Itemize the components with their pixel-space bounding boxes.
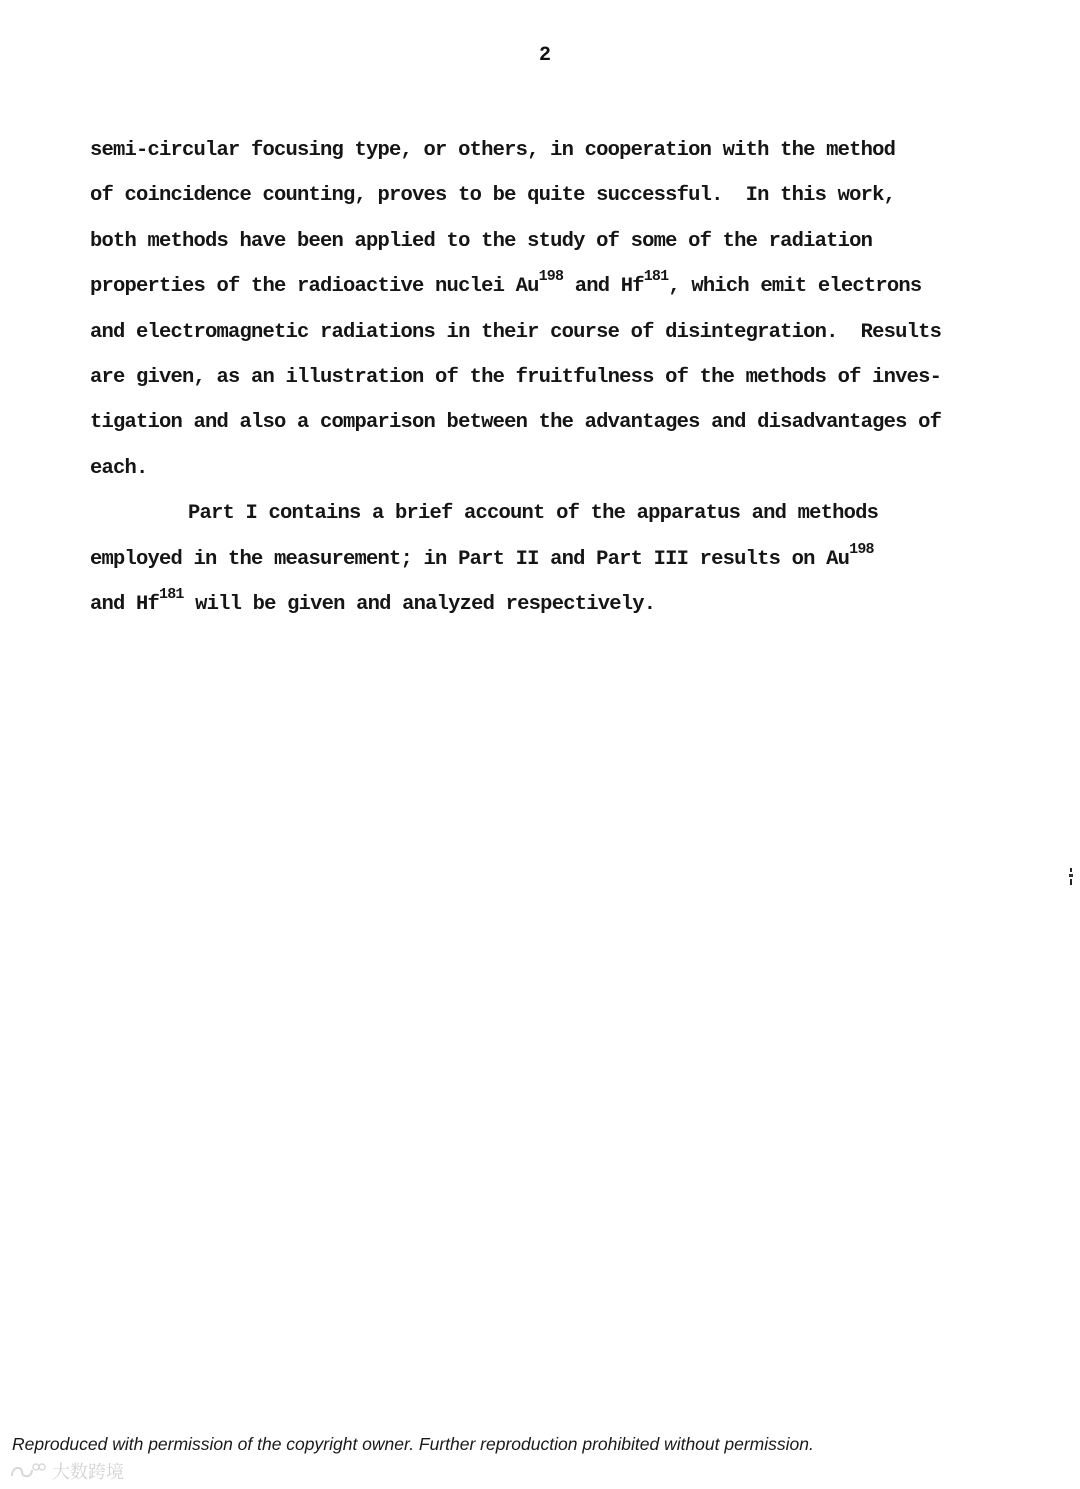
superscript-mass-number: 198 [538, 268, 564, 286]
text-line [90, 264, 941, 309]
text-segment: are given, as an illustration of the fruitfulness of the methods of inves- [90, 365, 942, 389]
text-segment: of coincidence counting, proves to be quite successful. In this work, [90, 184, 896, 208]
text-segment: Part I contains a brief account of the apparatus and methods [188, 502, 879, 526]
text-segment: each. [90, 456, 148, 480]
text-segment: semi-circular focusing type, or others, in cooperation with the method [90, 139, 896, 162]
text-segment: both methods have been applied to the study of some of the radiation [90, 229, 873, 253]
text-line [90, 173, 941, 218]
page-number: 2 [538, 44, 551, 67]
text-line [90, 537, 941, 582]
text-line [90, 446, 941, 491]
text-segment: and Hf [563, 275, 644, 299]
watermark [8, 1458, 124, 1484]
watermark-logo-icon [8, 1460, 46, 1482]
text-segment: will be given and analyzed respectively. [183, 592, 656, 616]
superscript-mass-number: 181 [643, 268, 669, 286]
text-line [90, 355, 941, 400]
scan-speck-icon [1068, 866, 1074, 888]
text-line [90, 219, 941, 264]
text-line [90, 128, 941, 173]
text-segment: and electromagnetic radiations in their course of disintegration. Results [90, 320, 942, 344]
text-line [90, 310, 941, 355]
text-segment: , which emit electrons [668, 275, 922, 299]
superscript-mass-number: 198 [849, 540, 874, 558]
text-segment: and Hf [90, 592, 160, 616]
text-segment: tigation and also a comparison between the advantages and disadvantages of [90, 411, 942, 435]
watermark-text: 大数跨境 [52, 1462, 124, 1483]
text-line [90, 400, 941, 445]
body-text [90, 128, 941, 627]
copyright-footer: Reproduced with permission of the copyright owner. Further reproduction prohibited without permission. [12, 1434, 814, 1454]
text-segment: employed in the measurement; in Part II and Part III results on Au [90, 547, 850, 571]
text-segment: properties of the radioactive nuclei Au [90, 275, 539, 299]
superscript-mass-number: 181 [159, 586, 184, 604]
text-line [90, 491, 941, 536]
text-line [90, 582, 941, 627]
